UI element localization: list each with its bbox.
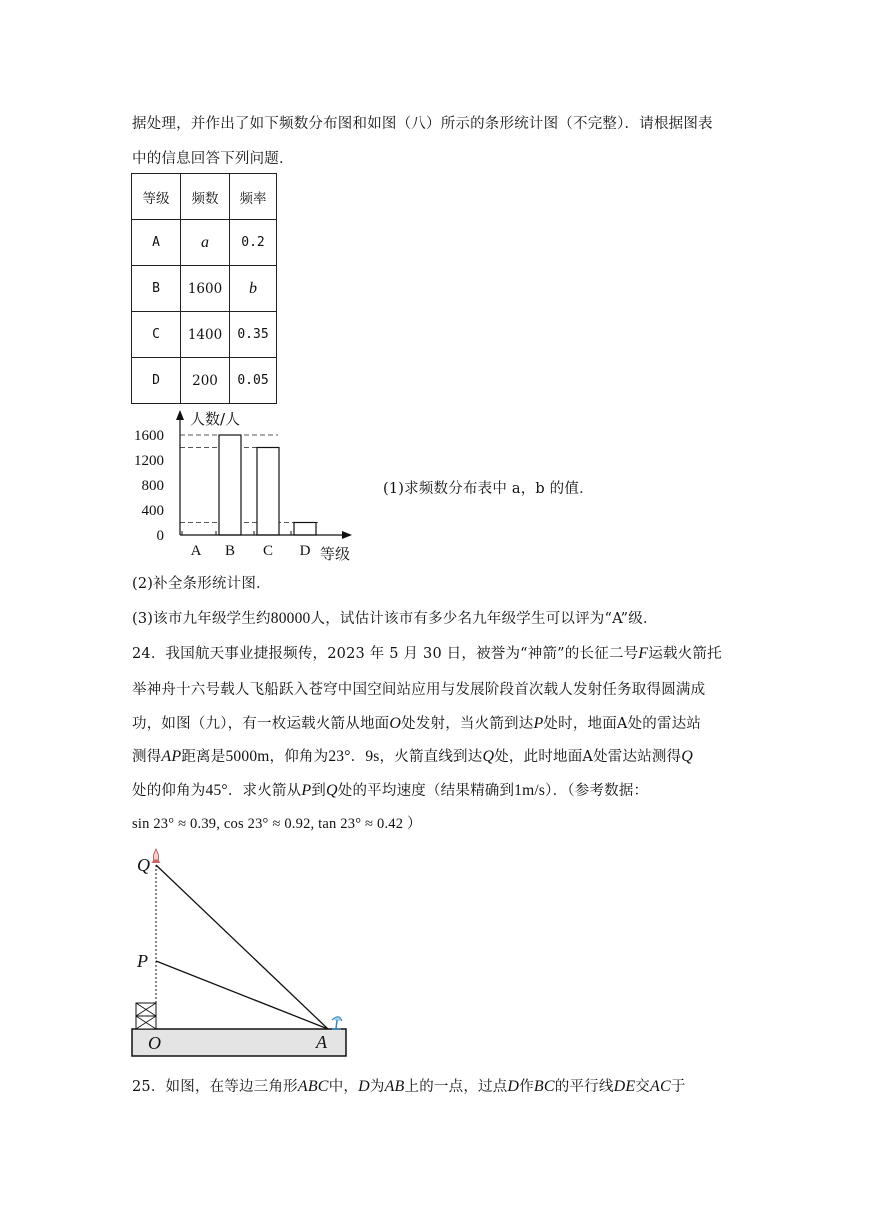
math-value: 5000m — [225, 748, 270, 765]
math-var: AP — [161, 748, 182, 765]
math-var: Q — [681, 748, 694, 765]
text: 为 — [369, 1079, 385, 1095]
question-3-number: 80000 — [270, 610, 311, 627]
text: 的平行线 — [554, 1079, 614, 1095]
table-cell: 200 — [181, 358, 230, 404]
text: 距离是 — [181, 749, 226, 765]
point-q-label: Q — [137, 855, 150, 875]
point-p-label: P — [137, 951, 148, 971]
question-3-text: (3)该市九年级学生约 — [132, 611, 271, 627]
text: 24．我国航天事业捷报频传，2023 年 5 月 30 日，被誉为“神箭”的长征二号 — [132, 646, 639, 662]
text: 处，此时地面A处雷达站测得 — [494, 749, 682, 765]
rocket-launch-figure — [128, 845, 350, 1060]
bar-D — [294, 523, 316, 536]
x-tick-label: C — [262, 543, 274, 559]
text: ，仰角为 — [269, 749, 329, 765]
math-var: Q — [326, 782, 338, 799]
problem-24-line-4 — [132, 745, 693, 766]
math-value: 45° — [205, 782, 228, 799]
table-cell: b — [230, 266, 277, 312]
text: 处发射，当火箭到达 — [401, 716, 534, 732]
table-cell: 0.2 — [230, 220, 277, 266]
math-var: Q — [482, 748, 495, 765]
table-cell: A — [132, 220, 181, 266]
text: 25．如图，在等边三角形 — [132, 1079, 298, 1095]
y-tick-label: 1200 — [134, 453, 164, 469]
x-tick-label: A — [190, 543, 202, 559]
problem-24-line-1 — [132, 642, 722, 663]
x-tick-label: D — [299, 543, 311, 559]
text: 功，如图（九），有一枚运载火箭从地面 — [132, 716, 390, 732]
y-tick-label: 0 — [156, 528, 164, 544]
math-var: P — [533, 715, 544, 732]
frequency-table — [131, 173, 277, 404]
bar-chart — [128, 407, 358, 567]
table-cell: 0.05 — [230, 358, 277, 404]
problem-25-line-1 — [132, 1075, 686, 1096]
math-var: BC — [533, 1078, 555, 1095]
math-var: P — [301, 782, 312, 799]
point-a-label: A — [316, 1032, 327, 1052]
problem-24-line-5 — [132, 779, 648, 800]
text: 处的平均速度（结果精确到 — [337, 783, 515, 799]
intro-line-2: 中的信息回答下列问题． — [132, 151, 294, 167]
text: 作 — [519, 1079, 534, 1095]
text: 运载火箭托 — [648, 646, 722, 662]
problem-24-line-2: 举神舟十六号载人飞船跃入苍穹中国空间站应用与发展阶段首次载人发射任务取得圆满成 — [132, 682, 706, 698]
text: ．求火箭从 — [227, 783, 302, 799]
y-axis-label: 人数/人 — [190, 410, 241, 428]
text: 测得 — [132, 749, 162, 765]
text: 中， — [328, 1079, 359, 1095]
question-3-text-end: 人，试估计该市有多少名九年级学生可以评为“A”级． — [310, 611, 658, 627]
text: ． — [350, 749, 366, 765]
bar-B — [219, 435, 241, 535]
text: ）．（参考数据： — [545, 783, 649, 799]
text: 交 — [635, 1079, 650, 1095]
text: 到 — [311, 783, 326, 799]
table-cell: D — [132, 358, 181, 404]
table-cell: a — [181, 220, 230, 266]
math-var: D — [507, 1078, 520, 1095]
math-var: F — [638, 645, 649, 662]
question-1: (1)求频数分布表中 a，b 的值． — [383, 481, 594, 497]
math-var: AC — [650, 1078, 671, 1095]
table-cell: 1400 — [181, 312, 230, 358]
table-cell: 1600 — [181, 266, 230, 312]
question-3 — [132, 607, 658, 628]
ground — [132, 1029, 346, 1056]
x-axis-label: 等级 — [320, 545, 351, 563]
intro-line-1: 据处理，并作出了如下频数分布图和如图（八）所示的条形统计图（不完整）．请根据图表 — [132, 116, 713, 132]
launch-tower-icon — [136, 1003, 156, 1029]
bar-C — [257, 448, 279, 536]
text: 于 — [670, 1079, 686, 1095]
table-cell: 0.35 — [230, 312, 277, 358]
x-tick-label: B — [224, 543, 236, 559]
table-cell: C — [132, 312, 181, 358]
table-header-cell: 等级 — [132, 174, 181, 220]
table-row — [132, 266, 277, 312]
table-header-cell: 频率 — [230, 174, 277, 220]
point-o-label: O — [148, 1033, 161, 1053]
math-var: DE — [613, 1078, 636, 1095]
y-tick-label: 400 — [141, 503, 164, 519]
text: 处时，地面A处的雷达站 — [543, 716, 702, 732]
table-header-cell: 频数 — [181, 174, 230, 220]
math-var: AB — [384, 1078, 405, 1095]
table-header-row — [132, 174, 277, 220]
table-row — [132, 312, 277, 358]
table-row — [132, 220, 277, 266]
table-cell: B — [132, 266, 181, 312]
math-value: 9s — [365, 748, 380, 765]
y-tick-label: 1600 — [134, 428, 164, 444]
math-var: ABC — [297, 1078, 329, 1095]
text: 处的仰角为 — [132, 783, 206, 799]
question-2: (2)补全条形统计图． — [132, 576, 271, 592]
math-var: O — [389, 715, 402, 732]
text: 上的一点，过点 — [404, 1079, 508, 1095]
math-value: 1m/s — [514, 782, 546, 799]
problem-24-reference-data: sin 23° ≈ 0.39, cos 23° ≈ 0.92, tan 23° ≈ 0.42 ） — [132, 816, 422, 832]
math-var: D — [358, 1078, 370, 1095]
math-value: 23° — [328, 748, 351, 765]
y-tick-label: 800 — [141, 478, 164, 494]
table-row — [132, 358, 277, 404]
text: ，火箭直线到达 — [379, 749, 483, 765]
problem-24-line-3 — [132, 712, 701, 733]
